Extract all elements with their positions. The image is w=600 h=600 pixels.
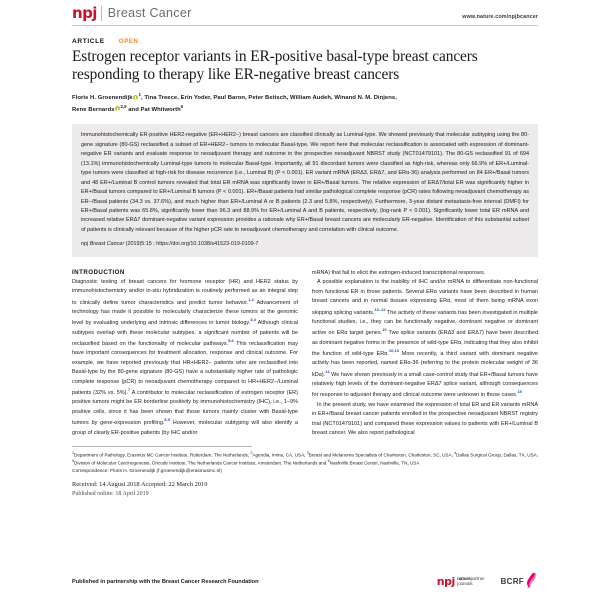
ref-marker[interactable]: 5,6 bbox=[228, 338, 234, 344]
npj-word-journals: journals bbox=[457, 580, 473, 586]
affiliation-6: Nashville Breast Center, Nashville, TN, USA bbox=[329, 460, 420, 466]
intro-text-c: Although clinical subtypes overlap with these molecular subtypes, a significant number of patients will be reclassified based on the functionality of molecular pathways. bbox=[72, 320, 298, 347]
affil-sup: 2 bbox=[250, 450, 253, 455]
article-kicker bbox=[72, 38, 538, 45]
article-header bbox=[0, 26, 600, 115]
ref-marker[interactable]: 10,13 bbox=[388, 347, 399, 353]
page-title: Estrogen receptor variants in ER-positive basal-type breast cancers responding to therapy like ER-negative breast cancers bbox=[72, 48, 478, 84]
npj-logo-mark-footer: npj bbox=[436, 575, 455, 588]
open-access-badge: OPEN bbox=[118, 38, 139, 45]
orcid-icon[interactable] bbox=[133, 95, 138, 100]
ref-marker[interactable]: 10 bbox=[382, 327, 387, 333]
npj-logo-mark: npj bbox=[72, 6, 102, 21]
affiliation-3: Breast and Melanoma Specialists of Charleston, Charleston, SC, USA; bbox=[308, 452, 455, 458]
intro-text-f: However, molecular subtyping will also identify a group of clearly ER-positive patients (by IHC and/or bbox=[72, 420, 298, 436]
page-footer bbox=[0, 571, 600, 592]
intro-right-a: A possible explanation is the inability of IHC and/or mRNA to differentiate non-functional from functional ER in those patients. Several ERα variants have been described in human breast cancers and in normal tissues expressing ERα, most of them being mRNA exon skipping splicing variants. bbox=[312, 279, 538, 316]
author-names-rest: , Tina Treece, Erin Yoder, Paul Baron, Peter Beitsch, William Audeh, Winand N. M. Dinjens, bbox=[141, 95, 397, 102]
intro-text-e: A contributor to molecular reclassification of estrogen receptor (ER) positive tumors might be ER borderline positivity by immunohistochemistry (IHC), i.e., 1–9% positive cells, since it has been shown that those tumors mainly cluster with Basal-type tumors by gene-expression profiling. bbox=[72, 389, 298, 427]
partnership-statement: Published in partnership with the Breast Cancer Research Foundation bbox=[72, 578, 259, 585]
ref-marker[interactable]: 10–12 bbox=[374, 306, 386, 312]
article-type-label: ARTICLE bbox=[72, 38, 105, 45]
author-names-last: and Pat Whitworth bbox=[126, 106, 181, 113]
citation-doi[interactable]: (2019)5:15 ; https://doi.org/10.1038/s41523-019-0109-7 bbox=[124, 241, 259, 248]
body-column-left bbox=[72, 269, 298, 439]
author-name: Floris H. Groenendijk bbox=[72, 95, 133, 102]
citation-journal-name: Breast Cancer bbox=[89, 241, 125, 248]
npj-partner-words bbox=[457, 577, 484, 587]
journal-name: Breast Cancer bbox=[107, 6, 192, 21]
citation-journal-short: npj bbox=[81, 241, 89, 248]
intro-paragraph-right-0: mRNA) that fail to elicit the estrogen-induced transcriptional responses. bbox=[312, 269, 486, 276]
ref-marker[interactable]: 8,9 bbox=[164, 417, 170, 423]
affil-sup: 5 bbox=[72, 458, 74, 463]
intro-text-d: This reclassification may have important consequences for treatment allocation, response and clinical outcome. For example, we have reported previously that HR+HER2− patients who are reclassified into Basal-type by the 80-gene signature (80-GS) have a substantially higher rate of pathologic complete response (pCR) to neoadjuvant chemotherapy compared to HR+HER2−/Luminal patients (32% vs. 5%). bbox=[72, 340, 298, 396]
masthead bbox=[0, 0, 600, 22]
affiliations-list bbox=[72, 451, 538, 467]
abstract-block bbox=[72, 124, 538, 256]
ref-marker[interactable]: 3,4 bbox=[250, 317, 256, 323]
intro-text-b: Advancement of technology has made it possible to molecularly characterize these tumors at the genomic level by evaluating underlying and intrinsic differences in tumor biology. bbox=[72, 299, 298, 327]
ref-marker[interactable]: 15 bbox=[517, 389, 522, 395]
intro-paragraph-right-1 bbox=[312, 278, 538, 401]
author-affil-sup: 1 bbox=[138, 92, 142, 98]
published-online-line: Published online: 18 April 2019 bbox=[72, 490, 149, 497]
affiliation-1: Department of Pathology, Erasmus MC Cancer Institute, Rotterdam, The Netherlands; bbox=[74, 452, 251, 458]
article-body bbox=[72, 269, 538, 439]
intro-right-c: Two splice variants (ERΔ3 and ERΔ7) have been described as dominant negative forms in the presence of wild-type ERα, indicating that they also inhibit the function of wild-type ERα. bbox=[312, 330, 539, 357]
journal-url[interactable]: www.nature.com/npjbcancer bbox=[462, 14, 538, 20]
abstract-text: Immunohistochemically ER-positive HER2-negative (ER+HER2−) breast cancers are classified clinically as Luminal-type. We showed previously that molecular subtyping using the 80-gene signature (80-GS) reclassified a subset of ER+HER2− tumors to molecular Basal-type. We report here that molecular reclassification is associated with expression of dominant-negative ER variants and evaluate response to neoadjuvant therapy and outcome in the prospective neoadjuvant NBRST study (NCT01479101). The 80-GS reclassified 91 of 694 (13.1%) immunohistochemically Luminal-type tumors to molecular Basal-type. Importantly, all 91 discordant tumors were classified as high-risk, whereas only 66.9% of ER+/Luminal-type tumors were classified at high-risk for disease recurrence (i.e., Luminal B) (P < 0.001). ER variant mRNA (ERΔ3, ERΔ7, and ERα-36) analysis performed on 84 ER+/Basal tumors and 48 ER+/Luminal B control tumors revealed that total ER mRNA was significantly lower in ER+/Basal tumors. The relative expression of ERΔ7/total ER was significantly higher in ER+/Basal tumors compared to ER+/Luminal B tumors (P < 0.001). ER+/Basal patients had similar pathological complete response (pCR) rates following neoadjuvant chemotherapy as ER−/Basal patients (34.3 vs. 37.6%), and much higher than ER+/Luminal A or B patients (2.3 and 5.8%, respectively). Furthermore, 3-year distant metastasis-free interval (DMFI) for ER+/Basal patients was 65.8%, significantly lower than 96.3 and 88.9% for ER+/Luminal A and B patients, respectively, (log-rank P < 0.001). Significantly lower total ER mRNA and increased relative ERΔ7 dominant-negative variant expression provides a rationale why ER+/Basal breast cancers are molecularly ER-negative. Identification of this substantial subset of patients is clinically relevant because of the higher pCR rate to neoadjuvant chemotherapy and correlation with clinical outcome. bbox=[81, 132, 529, 233]
intro-text-a: Diagnostic testing of breast cancers for hormone receptor (HR) and HER2 status by immunohistochemistry and/or in-situ hybridization is routinely performed as an integral step to clinically define tumor characteristics and predict tumor behavior. bbox=[72, 278, 298, 306]
received-accepted-line: Received: 14 August 2018 Accepted: 22 March 2019 bbox=[72, 481, 208, 489]
author-name-bernards: Rene Bernards bbox=[72, 106, 115, 113]
ref-marker[interactable]: 7 bbox=[128, 387, 131, 393]
npj-partner-journals-logo bbox=[437, 576, 485, 587]
pink-ribbon-icon bbox=[525, 572, 538, 593]
affiliation-4: Dallas Surgical Group, Dallas, TX, USA; bbox=[456, 452, 538, 458]
intro-right-b: The activity of these variants has been investigated in multiple functional studies, i.e., they can be functionally negative, dominant negative or dominant active on ERα target genes. bbox=[312, 309, 538, 337]
affil-sup: 1 bbox=[72, 450, 74, 455]
footnote-divider bbox=[72, 446, 252, 447]
bcrf-logo bbox=[501, 571, 538, 592]
section-heading-introduction: INTRODUCTION bbox=[72, 268, 125, 276]
affiliation-5: Division of Molecular Carcinogenesis, Oncode Institute, The Netherlands Cancer Institute, Amsterdam, The Netherlands and bbox=[74, 460, 328, 466]
footer-logos bbox=[437, 571, 538, 592]
npj-word-nature: nature bbox=[457, 575, 471, 581]
bcrf-label: BCRF bbox=[500, 577, 524, 586]
publication-dates bbox=[72, 480, 538, 498]
affil-sup: 3 bbox=[306, 450, 309, 455]
author-list bbox=[72, 92, 538, 115]
correspondence-line[interactable]: Correspondence: Floris H. Groenendijk (f.groenendijk@erasmusmc.nl) bbox=[72, 469, 222, 475]
intro-paragraph-left bbox=[72, 278, 298, 438]
npj-word-partner: partner bbox=[470, 575, 485, 581]
journal-logo bbox=[72, 6, 192, 21]
intro-right-e: We have shown previously in a small case-control study that ER+/Basal tumors have relatively high levels of the dominant-negative ERΔ7 splice variant, although consequences for response to adjuvant therapy and clinical outcome were unknown in those cases. bbox=[312, 371, 538, 399]
affil-sup: 4 bbox=[454, 450, 457, 455]
author-affil-sup: 2,5 bbox=[120, 103, 127, 109]
affil-sup: 6 bbox=[327, 458, 330, 463]
author-affil-sup: 6 bbox=[180, 103, 184, 109]
ref-marker[interactable]: 1,2 bbox=[248, 296, 254, 302]
intro-paragraph-right-2: In the present study, we have examined the expression of total ER and ER variants mRNA in ER+/Basal breast cancer patients enrolled in the prospective neoadjuvant NBRST registry trial (NCT01479101) and compared these expression values to patients with ER+/Luminal B breast cancer. We also report pathological bbox=[312, 401, 538, 437]
body-column-right bbox=[312, 269, 538, 439]
orcid-icon[interactable] bbox=[115, 106, 120, 111]
ref-marker[interactable]: 14 bbox=[325, 368, 330, 374]
affiliation-2: Agendia, Irvine, CA, USA; bbox=[252, 452, 307, 458]
article-citation bbox=[81, 240, 529, 249]
intro-right-d: More recently, a third variant with dominant negative activity has been reported, named ERα-36 (referring to the protein molecular weight of 36 kDa). bbox=[312, 350, 538, 378]
